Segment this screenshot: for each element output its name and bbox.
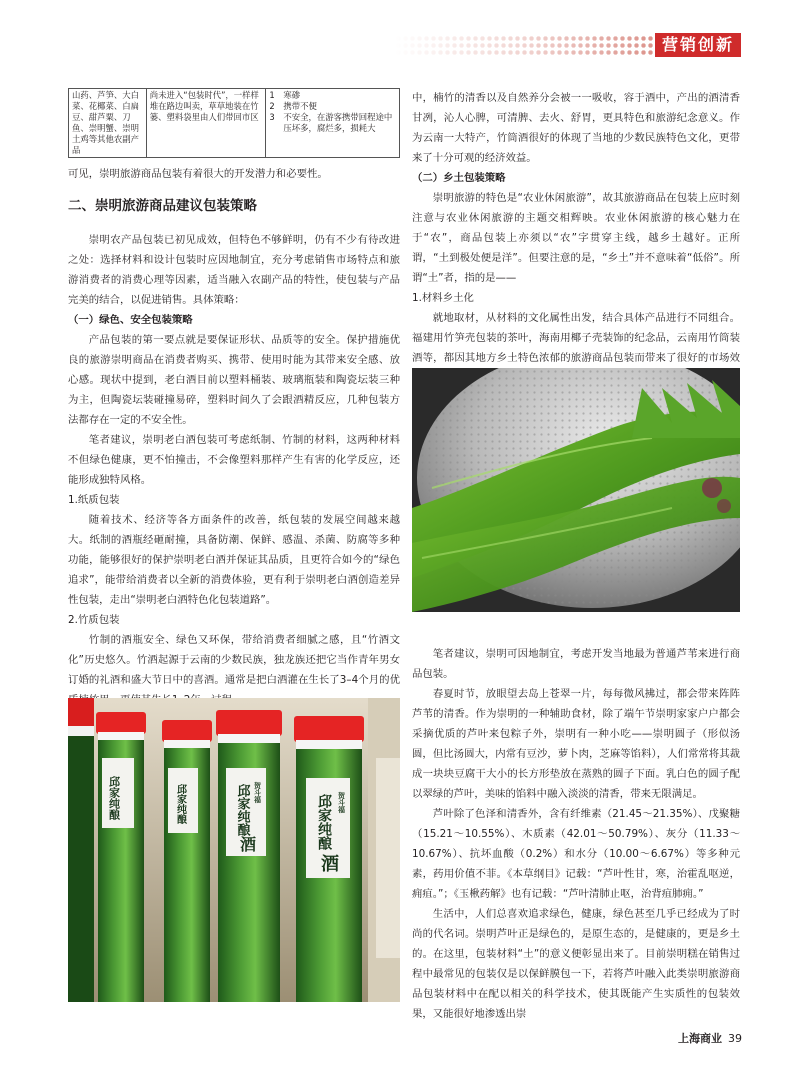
page-footer: [678, 1030, 742, 1046]
journal-name: 上海商业: [678, 1032, 722, 1045]
subheading-paper: 1.纸质包装: [68, 494, 120, 506]
paragraph-reed-suggestion: 笔者建议，崇明可因地制宜，考虑开发当地最为普通芦苇来进行商品包装。: [412, 648, 740, 680]
table-cell-problems: [266, 89, 400, 158]
subheading-green-safe: （一）绿色、安全包装策略: [68, 314, 193, 326]
table-list-item: 3 不安全，在游客携带回程途中压坏多，腐烂多，损耗大: [269, 112, 393, 133]
bamboo-label-text: 邱家纯酿: [316, 794, 332, 850]
section-heading-strategy: 二、崇明旅游商品建议包装策略: [68, 198, 257, 214]
paragraph-safety: 产品包装的第一要点就是要保证形状、品质等的安全。保护措施优良的旅游崇明商品在消费者购买、携带、使用时能为其带来安全感、放心感。现状中提到，老白酒目前以塑料桶装、玻璃瓶装和陶瓷坛装三种为主，但陶瓷坛装碰撞易碎，塑料时间久了会跟酒精反应，几种包装方法都存在一定的不安全性。: [68, 334, 400, 426]
bamboo-label-sub: 贺斗福: [337, 792, 347, 813]
comparison-table: [68, 88, 400, 158]
left-column: [68, 88, 400, 710]
svg-text:邱家纯酿: [108, 775, 121, 821]
page-number: 39: [728, 1032, 742, 1045]
paragraph-paper: 随着技术、经济等各方面条件的改善，纸包装的发展空间越来越大。纸制的酒瓶经砸耐撞，具备防潮、保鲜、感温、杀菌、防腐等多种功能，能够很好的保护崇明老白酒并保证其品质，且更符合如今的“绿色追求”，能带给消费者以全新的消费体验，更有利于崇明老白酒创造差异性包装，走出“崇明老白酒特色化包装道路”。: [68, 514, 400, 606]
svg-text:贺斗福: [253, 781, 263, 804]
svg-text:酒: [321, 853, 339, 875]
paragraph-rustic: 崇明旅游的特色是“农业休闲旅游”，故其旅游商品在包装上应时刻注意与农业休闲旅游的主题交相辉映。农业休闲旅游的核心魅力在于“农”，商品包装上亦须以“农”字贯穿主线，越乡土越好。正所谓，“土到极处便是洋”。但要注意的是，“乡土”并不意味着“低俗”。所谓“土”者，指的是——: [412, 192, 740, 284]
subheading-rustic: （二）乡土包装策略: [412, 172, 506, 184]
svg-text:酒: [240, 835, 256, 854]
table-list-item: 1 寒碜: [269, 90, 301, 100]
subheading-bamboo: 2.竹质包装: [68, 614, 120, 626]
table-cell-products: 山药、芦笋、大白菜、花椰菜、白扁豆、甜芦粟、刀鱼、崇明蟹、崇明土鸡等其他农副产品: [69, 89, 147, 158]
bamboo-wine-photo: [68, 698, 400, 1002]
paragraph-after-table: 可见，崇明旅游商品包装有着很大的开发潜力和必要性。: [68, 168, 328, 180]
paragraph-reed-green: 生活中，人们总喜欢追求绿色，健康，绿色甚至几乎已经成为了时尚的代名词。崇明芦叶正是绿色的，是原生态的，是健康的，更是乡土的。在这里，包装材料“土”的意义便彰显出来了。目前崇明糕在销售过程中最常见的包装仅是以保鲜膜包一下，若将芦叶融入此类崇明旅游商品包装材料中在配以相关的科学技术，使其既能产生实质性的包装效果，又能很好地渗透出崇: [412, 908, 740, 1020]
svg-text:贺斗福: [337, 791, 347, 814]
subheading-material: 1.材料乡土化: [412, 292, 474, 304]
paragraph-material: 就地取材，从材料的文化属性出发，结合具体产品进行不同组合。福建用竹笋壳包装的茶叶，海南用椰子壳装饰的纪念品，云南用竹筒装酒等，都因其地方乡土特色浓郁的旅游商品包装而带来了很好的市场效: [412, 312, 740, 364]
bamboo-label-text: 邱家纯酿: [107, 776, 121, 820]
paragraph-reed-nutrition: 芦叶除了色泽和清香外，含有纤维素（21.45～21.35%）、戊聚糖（15.21～10.55%）、木质素（42.01～50.79%）、灰分（11.33～10.67%）、抗坏血酸（0.2%）和水分（10.00～6.67%）等多种元素，药用价值不菲。《本草纲目》记载：“芦叶性甘，寒，治霍乱呕逆，痈疽。”；《玉楸药解》也有记载：“芦叶清肺止呕，治背疽肺痈。”: [412, 808, 740, 900]
bamboo-label-text: 邱家纯酿: [234, 784, 250, 836]
svg-text:邱家纯酿: [175, 783, 187, 825]
svg-text:邱家纯酿: [235, 783, 251, 837]
bamboo-label-char: 酒: [239, 835, 257, 854]
header-band: [0, 28, 796, 62]
svg-text:邱家纯酿: [316, 793, 332, 851]
section-tag: 营销创新: [655, 33, 741, 57]
bamboo-label-char: 酒: [321, 854, 339, 875]
header-dot-fade: [395, 35, 655, 55]
paragraph-intro: 崇明农产品包装已初见成效，但特色不够鲜明，仍有不少有待改进之处：选择材料和设计包装时应因地制宜，充分考虑销售市场特点和旅游消费者的消费心理等因素，适当融入农副产品的特性，使包装与产品完美的结合，以促进销售。具体策略：: [68, 234, 400, 306]
bamboo-label-sub: 贺斗福: [253, 782, 263, 803]
paragraph-suggestion: 笔者建议，崇明老白酒包装可考虑纸制、竹制的材料，这两种材料不但绿色健康，更不怕撞击，不会像塑料那样产生有害的化学反应，还能形成独特风格。: [68, 434, 400, 486]
paragraph-continuation: 中，楠竹的清香以及自然养分会被一一吸收，容于酒中，产出的酒清香甘冽，沁人心脾，可清脾、去火、舒胃，更具特色和旅游纪念意义。作为云南一大特产，竹筒酒很好的体现了当地的少数民族特色文化，更带来了十分可观的经济效益。: [412, 92, 740, 164]
table-list-item: 2 携带不便: [269, 101, 317, 111]
paragraph-reed-season: 春夏时节，放眼望去岛上苍翠一片，每每微风拂过，都会带来阵阵芦苇的清香。作为崇明的一种辅助食材，除了端午节崇明家家户户都会采摘优质的芦叶来包粽子外，崇明有一种小吃——崇明圆子（形似汤圆，但比汤圆大，内常有豆沙，萝卜肉，芝麻等馅料），人们常常将其裁成一块块豆腐干大小的长方形垫放在蒸熟的圆子下面。乳白色的圆子配以翠绿的芦叶，美味的馅料中融入淡淡的清香，带来无限满足。: [412, 688, 740, 800]
paragraph-bamboo: 竹制的酒瓶安全、绿色又环保，带给消费者细腻之感，且“竹酒文化”历史悠久。竹酒起源于云南的少数民族，独龙族还把它当作青年男女订婚的礼酒和盛大节日中的喜酒。通常是把白酒灌在生长了3–4个月的优: [68, 634, 400, 686]
reed-leaves-photo: [412, 368, 740, 612]
table-cell-status: 尚未进入“包装时代”，一样样堆在路边叫卖，草草地装在竹篓、塑料袋里由人们带回市区: [146, 89, 266, 158]
bamboo-label-text: 邱家纯酿: [174, 784, 186, 824]
table-row: [69, 89, 400, 158]
